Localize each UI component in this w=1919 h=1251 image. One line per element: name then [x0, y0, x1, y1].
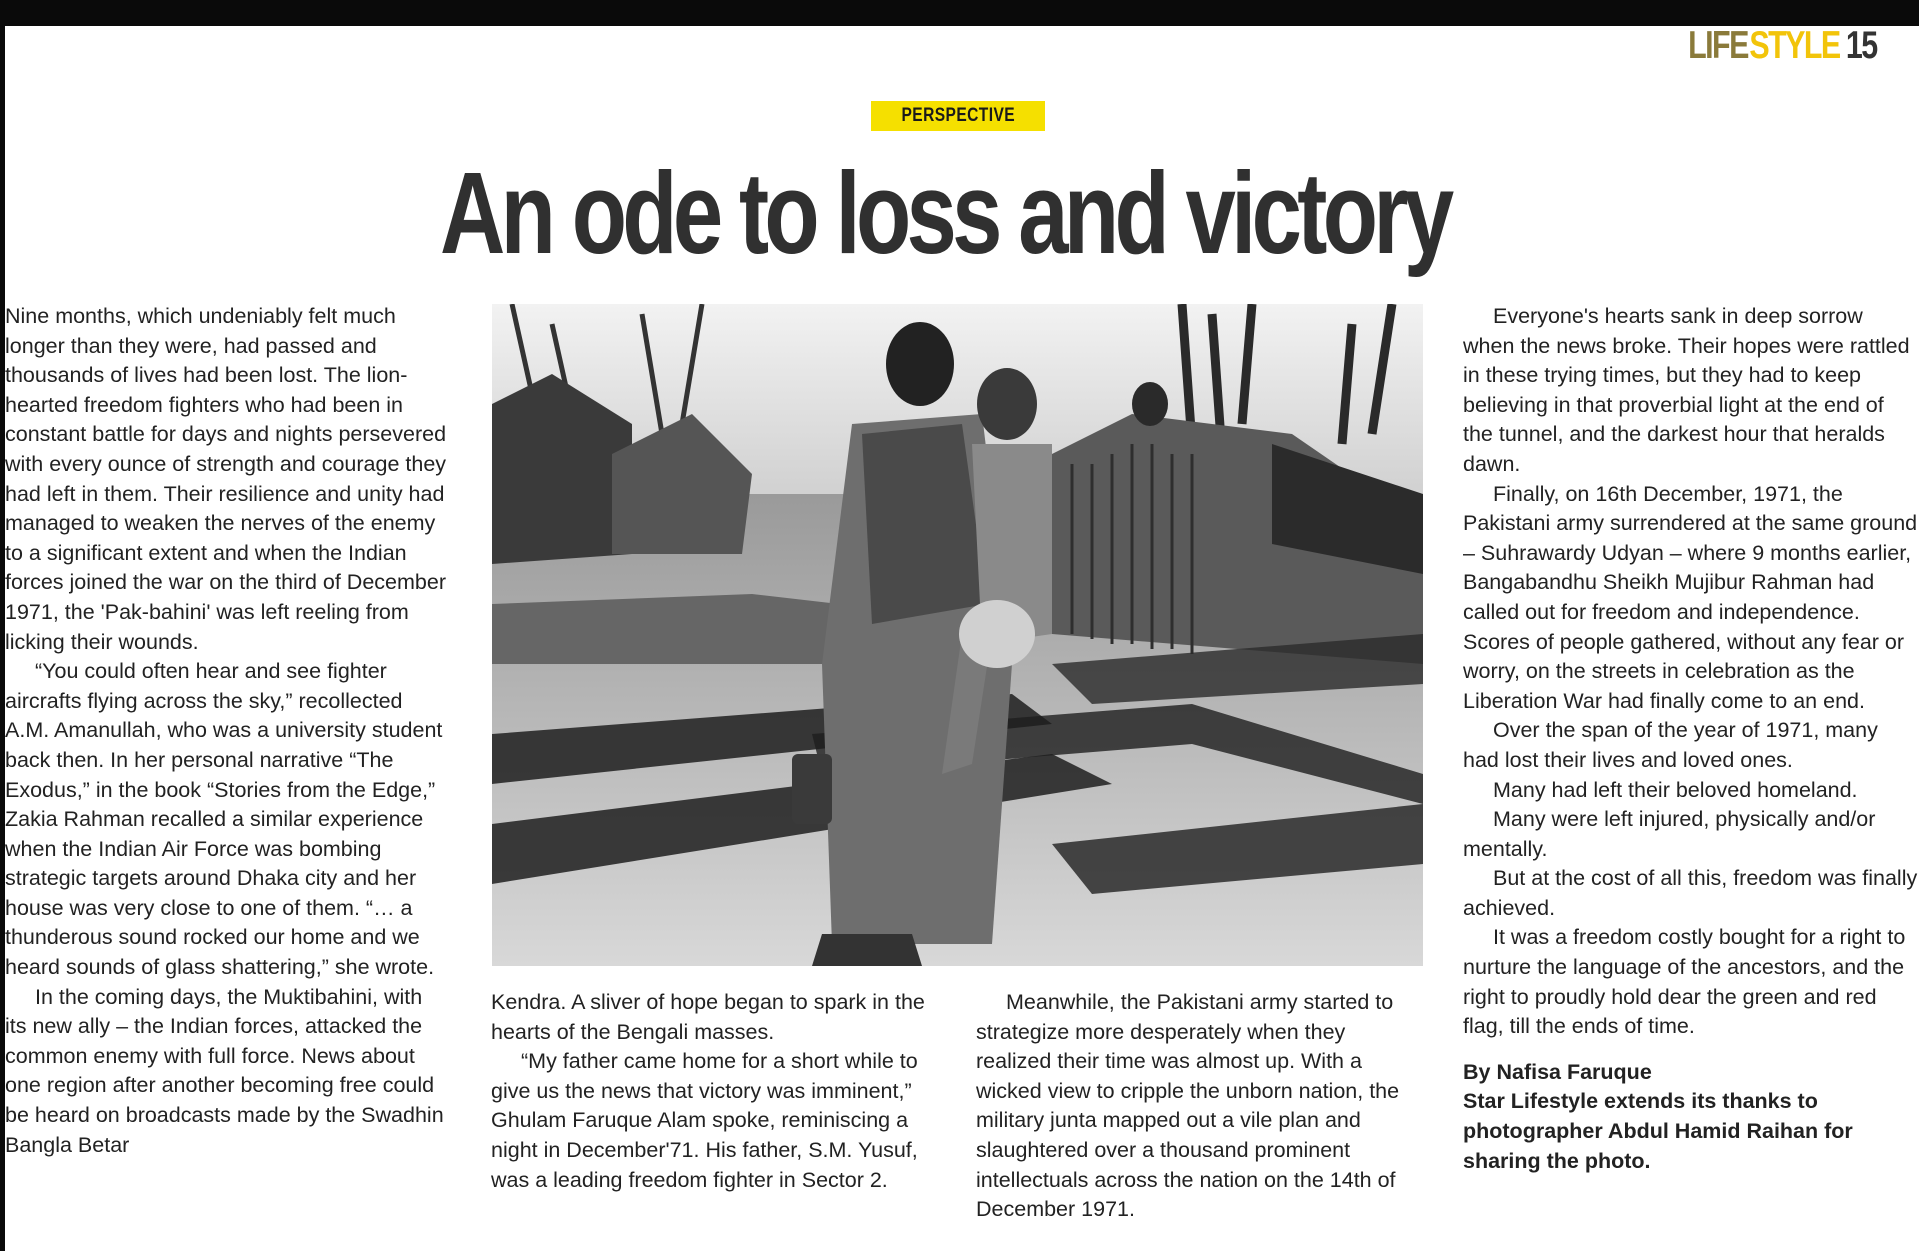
paragraph: “You could often hear and see fighter aircrafts flying across the sky,” recollected A.M. Amanullah, who was a university student back then. In her personal narrative “The Exodus,” in the book “Stories from the Edge,” Zakia Rahman recalled a similar experience when the Indian Air Force was bombing strategic targets around Dhaka city and her house was very close to one of them. “… a thunderous sound rocked our home and we heard sounds of glass shattering,” she wrote.	[5, 659, 443, 980]
paragraph: Over the span of the year of 1971, many had lost their lives and loved ones.	[1463, 718, 1878, 772]
paragraph: In the coming days, the Muktibahini, with its new ally – the Indian forces, attacked the common enemy with full force. News about one region after another becoming free could be heard on broadcasts made by the Swadhin Bangla Betar	[5, 984, 444, 1157]
masthead-style: STYLE	[1749, 24, 1841, 67]
paragraph: But at the cost of all this, freedom was finally achieved.	[1463, 866, 1918, 920]
photo-illustration	[492, 304, 1423, 966]
article-column-2	[491, 988, 936, 1195]
page-number: 15	[1846, 24, 1877, 67]
paragraph: It was a freedom costly bought for a right to nurture the language of the ancestors, and the right to proudly hold dear the green and red flag, till the ends of time.	[1463, 925, 1906, 1039]
paragraph: Kendra. A sliver of hope began to spark in the hearts of the Bengali masses.	[491, 990, 925, 1044]
top-black-bar	[0, 0, 1919, 26]
masthead-life: LIFE	[1688, 24, 1749, 67]
paragraph: Nine months, which undeniably felt much longer than they were, had passed and thousands of lives had been lost. The lion-hearted freedom fighters who had been in constant battle for days and nights persevered with every ounce of strength and courage they had left in them. Their resilience and unity had managed to weaken the nerves of the enemy to a significant extent and when the Indian forces joined the war on the third of December 1971, the 'Pak-bahini' was left reeling from licking their wounds.	[5, 304, 447, 654]
paragraph: Finally, on 16th December, 1971, the Pakistani army surrendered at the same ground – Suhrawardy Udyan – where 9 months earlier, Bangabandhu Sheikh Mujibur Rahman had called out for freedom and independence. Scores of people gathered, without any fear or worry, on the streets in celebration as the Liberation War had finally come to an end.	[1463, 481, 1918, 713]
paragraph: Meanwhile, the Pakistani army started to strategize more desperately when they realized their time was almost up. With a wicked view to cripple the unborn nation, the military junta mapped out a vile plan and slaughtered over a thousand prominent intellectuals across the nation on the 14th of December 1971.	[976, 990, 1400, 1222]
photo-credit: Star Lifestyle extends its thanks to photographer Abdul Hamid Raihan for sharing the photo.	[1463, 1089, 1853, 1173]
headline: An ode to loss and victory	[440, 148, 1450, 278]
feature-photo	[492, 304, 1423, 966]
paragraph: “My father came home for a short while to give us the news that victory was imminent,” Ghulam Faruque Alam spoke, reminiscing a night in December'71. His father, S.M. Yusuf, was a leading freedom fighter in Sector 2.	[491, 1049, 918, 1192]
paragraph: Many had left their beloved homeland.	[1493, 777, 1858, 802]
paragraph: Everyone's hearts sank in deep sorrow when the news broke. Their hopes were rattled in these trying times, but they had to keep believing in that proverbial light at the end of the tunnel, and the darkest hour that heralds dawn.	[1463, 304, 1910, 476]
section-masthead	[1689, 24, 1877, 68]
kicker-label: PERSPECTIVE	[871, 101, 1045, 131]
article-column-1	[5, 302, 448, 1160]
byline: By Nafisa Faruque	[1463, 1059, 1652, 1084]
article-column-4	[1463, 302, 1919, 1176]
article-column-3	[976, 988, 1426, 1225]
paragraph: Many were left injured, physically and/or mentally.	[1463, 807, 1876, 861]
